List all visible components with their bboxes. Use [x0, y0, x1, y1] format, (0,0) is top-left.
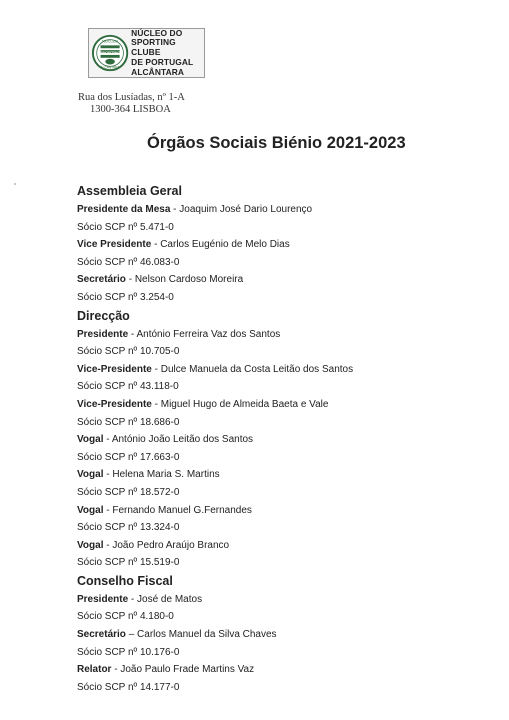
role-separator: - — [128, 593, 138, 605]
member-role: Vice Presidente — [77, 239, 152, 251]
member-socio-number: Sócio SCP nº 10.705-0 — [77, 346, 180, 358]
logo-line: DE PORTUGAL — [131, 56, 194, 67]
address-postcode: 1300-364 LISBOA — [90, 104, 171, 115]
member-role: Secretário — [77, 629, 126, 641]
logo-line: SPORTING CLUBE — [131, 37, 176, 58]
role-separator: - — [103, 539, 113, 551]
member-name: Miguel Hugo de Almeida Baeta e Vale — [160, 398, 329, 410]
member-socio-number: Sócio SCP nº 46.083-0 — [77, 256, 180, 268]
member-name: Dulce Manuela da Costa Leitão dos Santos — [160, 363, 354, 375]
member-socio-number: Sócio SCP nº 15.519-0 — [77, 557, 180, 569]
section-heading: Conselho Fiscal — [77, 573, 173, 588]
member-socio-number: Sócio SCP nº 3.254-0 — [77, 291, 174, 303]
member-name: António Ferreira Vaz dos Santos — [136, 328, 281, 340]
address-block — [78, 92, 185, 116]
member-socio-number: Sócio SCP nº 14.177-0 — [77, 681, 180, 693]
member-socio-number: Sócio SCP nº 43.118-0 — [77, 381, 179, 393]
member-entry — [77, 661, 497, 679]
role-separator: - — [103, 469, 113, 481]
member-name: José de Matos — [137, 593, 203, 605]
emblem-top-text: NÚCLEO — [102, 39, 118, 44]
role-separator: - — [111, 664, 121, 676]
member-name: João Paulo Frade Martins Vaz — [120, 664, 255, 676]
member-name: Carlos Eugénio de Melo Dias — [160, 239, 290, 251]
member-entry — [77, 236, 497, 254]
member-role: Relator — [77, 664, 112, 676]
member-role: Vogal — [77, 469, 104, 481]
member-role: Vice-Presidente — [77, 363, 152, 375]
member-entry — [77, 201, 497, 219]
member-name: Nelson Cardoso Moreira — [134, 274, 244, 286]
role-separator: - — [151, 239, 161, 251]
role-separator: - — [151, 398, 161, 410]
member-socio-number: Sócio SCP nº 18.686-0 — [77, 416, 180, 428]
logo-line: ALCÂNTARA — [131, 66, 185, 77]
member-entry — [77, 502, 497, 520]
member-role: Vice-Presidente — [77, 398, 152, 410]
member-name: Helena Maria S. Martins — [112, 469, 220, 481]
role-separator: - — [170, 204, 180, 215]
member-socio-number: Sócio SCP nº 18.572-0 — [77, 486, 180, 498]
member-name: Fernando Manuel G.Fernandes — [112, 504, 252, 516]
member-entry — [77, 361, 497, 379]
page-title: Órgãos Sociais Biénio 2021-2023 — [147, 134, 406, 152]
governing-bodies-list — [77, 182, 497, 696]
member-role: Secretário — [77, 274, 126, 286]
member-name: António João Leitão dos Santos — [111, 434, 254, 446]
member-socio-number: Sócio SCP nº 13.324-0 — [77, 522, 180, 534]
section-heading: Direcção — [77, 308, 130, 323]
member-name: Joaquim José Dario Lourenço — [179, 204, 313, 215]
member-socio-number: Sócio SCP nº 5.471-0 — [77, 221, 174, 233]
member-socio-number: Sócio SCP nº 4.180-0 — [77, 611, 174, 623]
member-entry — [77, 626, 497, 644]
member-role: Presidente da Mesa — [77, 204, 171, 215]
member-entry — [77, 396, 497, 414]
member-entry — [77, 466, 497, 484]
role-separator: - — [103, 434, 112, 446]
club-logo — [88, 28, 205, 78]
member-name: Carlos Manuel da Silva Chaves — [137, 629, 277, 641]
member-name: João Pedro Araújo Branco — [112, 539, 230, 551]
role-separator: – — [125, 629, 138, 641]
scan-speck — [14, 183, 16, 185]
address-street: Rua dos Lusíadas, nº 1-A — [78, 92, 185, 103]
member-socio-number: Sócio SCP nº 10.176-0 — [77, 646, 180, 658]
sporting-lion-emblem-icon — [91, 31, 129, 75]
member-entry — [77, 431, 497, 449]
member-role: Vogal — [77, 434, 104, 446]
member-entry — [77, 537, 497, 555]
member-entry — [77, 591, 497, 609]
member-entry — [77, 326, 497, 344]
role-separator: - — [103, 504, 113, 516]
section-heading: Assembleia Geral — [77, 184, 182, 198]
member-role: Vogal — [77, 539, 104, 551]
emblem-middle-text: SPORTING — [99, 49, 121, 55]
member-entry — [77, 271, 497, 289]
logo-line: NÚCLEO DO — [131, 27, 183, 38]
member-role: Vogal — [77, 504, 104, 516]
emblem-bottom-text: ALCÂNTARA — [100, 65, 120, 70]
member-role: Presidente — [77, 593, 129, 605]
member-socio-number: Sócio SCP nº 17.663-0 — [77, 451, 180, 463]
role-separator: - — [125, 274, 135, 286]
member-role: Presidente — [77, 328, 129, 340]
logo-text — [131, 29, 204, 78]
role-separator: - — [151, 363, 161, 375]
role-separator: - — [128, 328, 137, 340]
